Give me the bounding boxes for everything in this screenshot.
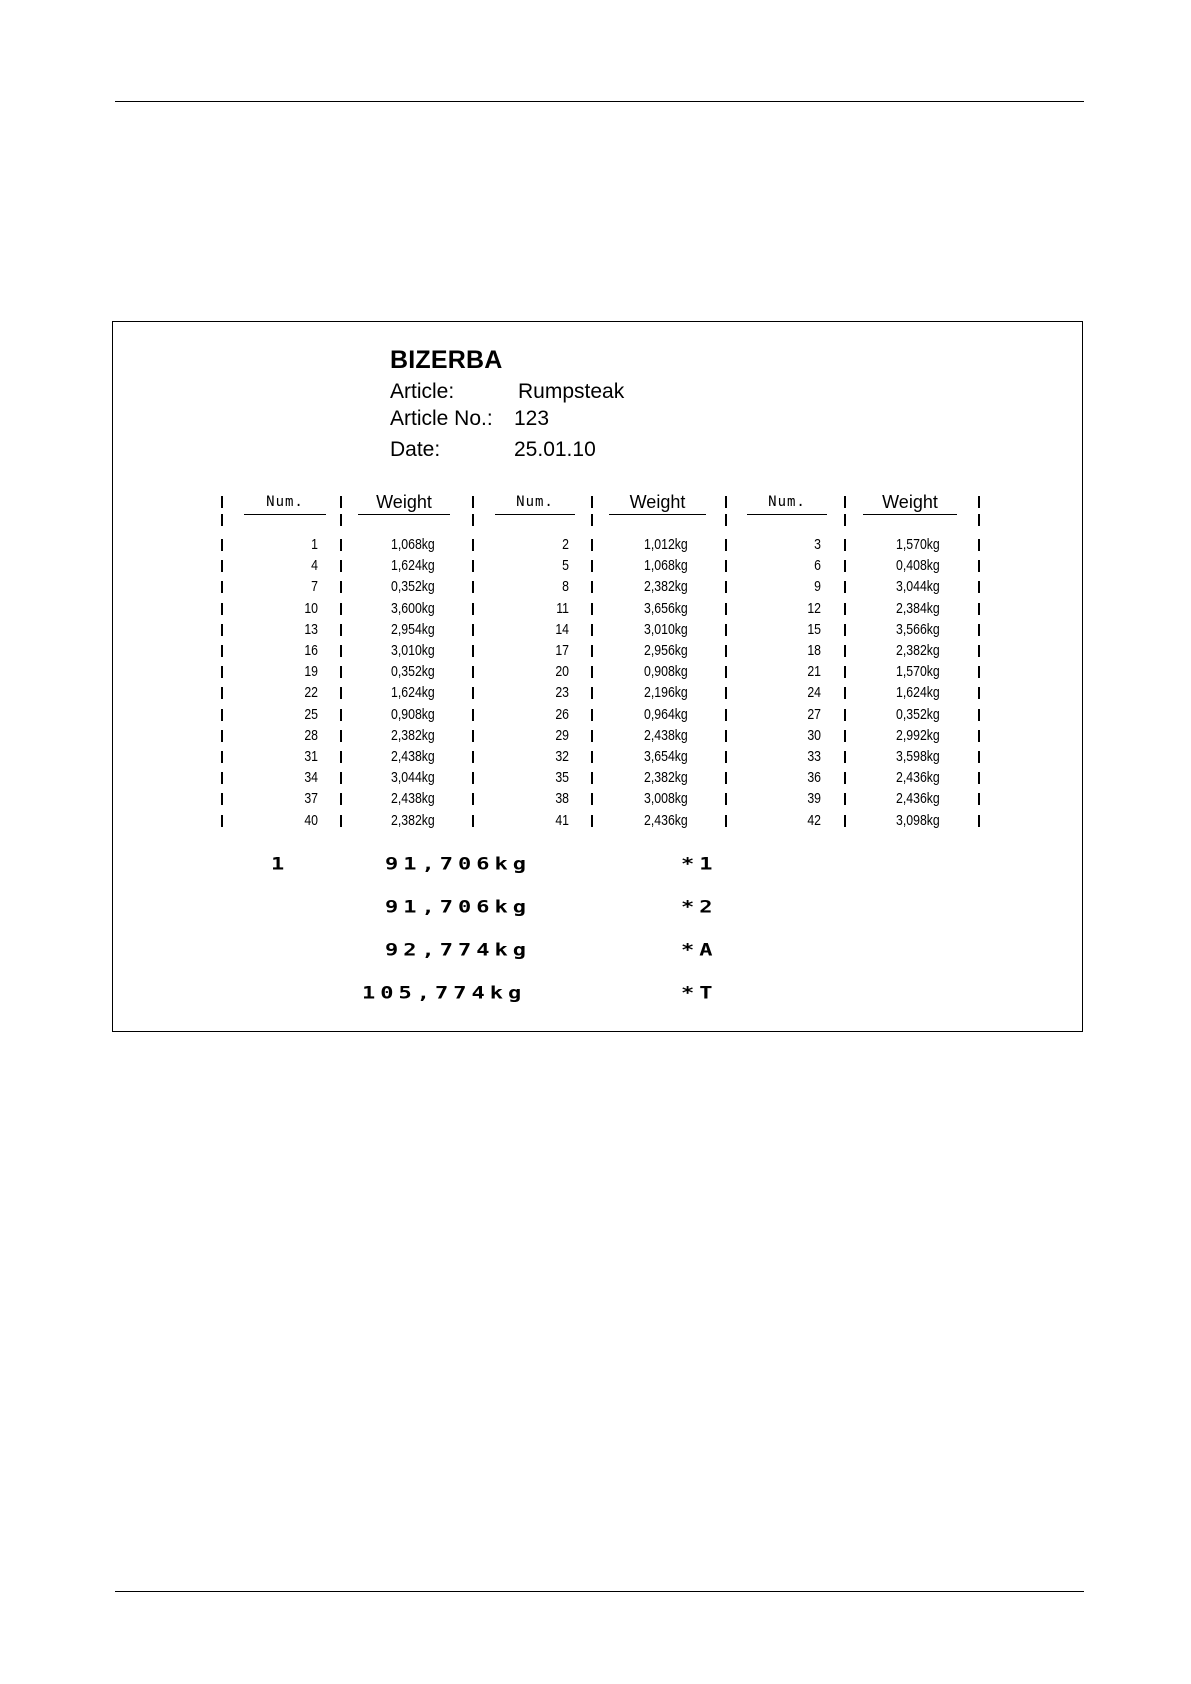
column-separator — [221, 514, 223, 526]
row-number: 9 — [814, 578, 821, 596]
row-weight: 3,044kg — [391, 769, 435, 787]
column-separator — [472, 624, 474, 636]
row-number: 18 — [807, 642, 821, 659]
row-weight: 3,098kg — [896, 811, 940, 829]
column-separator — [221, 815, 223, 827]
row-weight: 2,436kg — [896, 790, 940, 808]
row-number: 37 — [304, 790, 318, 808]
date-row — [390, 438, 596, 462]
column-separator — [221, 793, 223, 805]
column-separator — [472, 645, 474, 657]
column-separator — [472, 730, 474, 742]
row-number: 32 — [555, 748, 569, 765]
column-separator — [978, 709, 980, 721]
column-separator — [591, 730, 593, 742]
column-separator — [844, 772, 846, 784]
header-underline — [244, 514, 326, 515]
row-weight: 3,598kg — [896, 748, 940, 765]
row-number: 1 — [311, 536, 318, 553]
column-separator — [340, 581, 342, 593]
row-weight: 2,438kg — [391, 748, 435, 765]
total-marker: *2 — [681, 898, 718, 917]
column-separator — [221, 560, 223, 572]
row-weight: 2,382kg — [391, 726, 435, 744]
row-number: 38 — [555, 790, 569, 808]
column-separator — [340, 560, 342, 572]
column-separator — [472, 815, 474, 827]
row-number: 35 — [555, 769, 569, 787]
row-weight: 2,436kg — [644, 811, 688, 829]
column-separator — [844, 496, 846, 508]
column-separator — [591, 603, 593, 615]
row-number: 33 — [807, 748, 821, 765]
row-weight: 0,964kg — [644, 705, 688, 723]
header-underline — [747, 514, 827, 515]
column-separator — [340, 603, 342, 615]
row-weight: 2,438kg — [644, 726, 688, 744]
row-number: 36 — [807, 769, 821, 787]
row-weight: 1,068kg — [644, 557, 688, 575]
column-separator — [591, 815, 593, 827]
row-number: 4 — [311, 557, 318, 575]
column-separator — [725, 730, 727, 742]
column-separator — [725, 496, 727, 508]
header-underline — [863, 514, 957, 515]
weight-column-header: Weight — [376, 492, 432, 512]
column-separator — [725, 751, 727, 763]
row-weight: 2,956kg — [644, 642, 688, 659]
column-separator — [978, 793, 980, 805]
column-separator — [340, 751, 342, 763]
row-number: 8 — [562, 578, 569, 596]
row-number: 22 — [304, 684, 318, 702]
column-separator — [725, 645, 727, 657]
row-number: 25 — [304, 705, 318, 723]
article-no-value: 123 — [514, 407, 550, 430]
column-separator — [978, 539, 980, 551]
row-number: 11 — [556, 599, 569, 617]
column-separator — [340, 496, 342, 508]
row-weight: 2,196kg — [644, 684, 688, 702]
column-separator — [340, 539, 342, 551]
column-separator — [591, 581, 593, 593]
article-value: Rumpsteak — [518, 380, 625, 403]
num-column-header: Num. — [516, 494, 554, 510]
column-separator — [221, 709, 223, 721]
row-number: 17 — [555, 642, 569, 659]
column-separator — [472, 687, 474, 699]
total-weight: 105,774kg — [362, 984, 527, 1003]
column-separator — [221, 772, 223, 784]
column-separator — [221, 581, 223, 593]
column-separator — [725, 560, 727, 572]
column-separator — [591, 666, 593, 678]
column-separator — [725, 581, 727, 593]
header-underline — [609, 514, 706, 515]
column-separator — [472, 496, 474, 508]
row-weight: 3,566kg — [896, 620, 940, 638]
column-separator — [978, 666, 980, 678]
column-separator — [221, 751, 223, 763]
column-separator — [340, 514, 342, 526]
column-separator — [978, 496, 980, 508]
column-separator — [591, 751, 593, 763]
row-weight: 0,352kg — [391, 663, 435, 681]
column-separator — [844, 645, 846, 657]
row-weight: 0,908kg — [391, 705, 435, 723]
row-weight: 3,656kg — [644, 599, 688, 617]
column-separator — [725, 514, 727, 526]
row-number: 42 — [807, 811, 821, 829]
row-weight: 2,382kg — [644, 578, 688, 596]
num-column-header: Num. — [266, 494, 304, 510]
column-separator — [472, 603, 474, 615]
column-separator — [725, 539, 727, 551]
column-separator — [844, 603, 846, 615]
row-weight: 2,384kg — [896, 599, 940, 617]
column-separator — [844, 751, 846, 763]
row-number: 28 — [304, 726, 318, 744]
column-separator — [472, 560, 474, 572]
column-separator — [844, 560, 846, 572]
row-number: 13 — [304, 620, 318, 638]
column-separator — [844, 687, 846, 699]
column-separator — [340, 793, 342, 805]
row-number: 16 — [304, 642, 318, 659]
column-separator — [472, 539, 474, 551]
row-weight: 1,570kg — [896, 663, 940, 681]
row-weight: 3,010kg — [391, 642, 435, 659]
column-separator — [844, 624, 846, 636]
column-separator — [340, 730, 342, 742]
row-weight: 1,624kg — [391, 684, 435, 702]
weight-column-header: Weight — [629, 492, 686, 512]
row-weight: 3,008kg — [644, 790, 688, 808]
row-number: 12 — [807, 599, 821, 617]
column-separator — [221, 730, 223, 742]
row-number: 3 — [814, 536, 821, 553]
total-weight: 92,774kg — [385, 941, 531, 960]
top-rule — [115, 101, 1084, 102]
column-separator — [978, 687, 980, 699]
row-number: 23 — [555, 684, 569, 702]
article-label: Article: — [390, 380, 455, 403]
column-separator — [844, 539, 846, 551]
column-separator — [591, 645, 593, 657]
row-number: 39 — [807, 790, 821, 808]
column-separator — [340, 772, 342, 784]
row-number: 30 — [807, 726, 821, 744]
row-number: 24 — [807, 684, 821, 702]
row-weight: 0,408kg — [896, 557, 940, 575]
column-separator — [591, 772, 593, 784]
total-marker: *A — [681, 941, 718, 960]
column-separator — [591, 687, 593, 699]
total-marker: *T — [681, 984, 718, 1003]
column-separator — [844, 581, 846, 593]
row-weight: 2,954kg — [391, 620, 435, 638]
column-separator — [725, 624, 727, 636]
row-number: 14 — [555, 620, 569, 638]
row-weight: 1,012kg — [644, 536, 688, 553]
column-separator — [978, 645, 980, 657]
column-separator — [221, 666, 223, 678]
row-number: 10 — [304, 599, 318, 617]
row-weight: 1,624kg — [896, 684, 940, 702]
column-separator — [844, 666, 846, 678]
column-separator — [591, 793, 593, 805]
row-number: 6 — [814, 557, 821, 575]
column-separator — [340, 815, 342, 827]
row-weight: 3,044kg — [896, 578, 940, 596]
column-separator — [340, 687, 342, 699]
column-separator — [472, 751, 474, 763]
column-separator — [591, 709, 593, 721]
row-number: 2 — [562, 536, 569, 553]
column-separator — [221, 539, 223, 551]
column-separator — [725, 687, 727, 699]
row-number: 27 — [807, 705, 821, 723]
row-weight: 2,436kg — [896, 769, 940, 787]
row-number: 41 — [555, 811, 569, 829]
column-separator — [340, 645, 342, 657]
column-separator — [725, 666, 727, 678]
column-separator — [340, 624, 342, 636]
scale-printout — [112, 321, 1083, 1032]
column-separator — [725, 709, 727, 721]
column-separator — [978, 815, 980, 827]
date-value: 25.01.10 — [514, 438, 596, 461]
total-weight: 91,706kg — [385, 855, 531, 874]
total-count: 1 — [271, 855, 290, 874]
date-label: Date: — [390, 438, 441, 461]
row-weight: 2,382kg — [896, 642, 940, 659]
row-weight: 2,382kg — [644, 769, 688, 787]
total-weight: 91,706kg — [385, 898, 531, 917]
column-separator — [844, 793, 846, 805]
column-separator — [591, 514, 593, 526]
row-weight: 0,908kg — [644, 663, 688, 681]
column-separator — [978, 730, 980, 742]
brand-name: BIZERBA — [390, 346, 503, 374]
column-separator — [844, 514, 846, 526]
row-weight: 1,570kg — [896, 536, 940, 553]
row-weight: 2,992kg — [896, 726, 940, 744]
row-number: 31 — [304, 748, 318, 765]
row-number: 20 — [555, 663, 569, 681]
column-separator — [340, 666, 342, 678]
weight-column-header: Weight — [882, 492, 938, 512]
row-number: 29 — [555, 726, 569, 744]
column-separator — [472, 581, 474, 593]
row-weight: 3,600kg — [391, 599, 435, 617]
row-weight: 2,382kg — [391, 811, 435, 829]
row-weight: 0,352kg — [391, 578, 435, 596]
column-separator — [978, 514, 980, 526]
column-separator — [978, 560, 980, 572]
column-separator — [978, 581, 980, 593]
bottom-rule — [115, 1591, 1084, 1592]
header-underline — [495, 514, 575, 515]
column-separator — [591, 539, 593, 551]
column-separator — [978, 624, 980, 636]
row-number: 34 — [304, 769, 318, 787]
column-separator — [472, 514, 474, 526]
article-no-row — [390, 407, 549, 431]
column-separator — [472, 793, 474, 805]
column-separator — [472, 666, 474, 678]
column-separator — [725, 793, 727, 805]
column-separator — [978, 772, 980, 784]
row-weight: 1,068kg — [391, 536, 435, 553]
row-number: 7 — [311, 578, 318, 596]
column-separator — [591, 624, 593, 636]
row-number: 40 — [304, 811, 318, 829]
column-separator — [221, 496, 223, 508]
column-separator — [472, 709, 474, 721]
column-separator — [591, 496, 593, 508]
column-separator — [844, 730, 846, 742]
column-separator — [591, 560, 593, 572]
column-separator — [978, 603, 980, 615]
header-underline — [358, 514, 450, 515]
row-number: 26 — [555, 705, 569, 723]
row-weight: 3,654kg — [644, 748, 688, 765]
row-number: 15 — [807, 620, 821, 638]
num-column-header: Num. — [768, 494, 806, 510]
column-separator — [844, 709, 846, 721]
column-separator — [725, 603, 727, 615]
column-separator — [221, 687, 223, 699]
column-separator — [221, 624, 223, 636]
column-separator — [978, 751, 980, 763]
row-number: 19 — [304, 663, 318, 681]
row-weight: 1,624kg — [391, 557, 435, 575]
column-separator — [340, 709, 342, 721]
total-marker: *1 — [681, 855, 718, 874]
column-separator — [221, 603, 223, 615]
column-separator — [472, 772, 474, 784]
row-number: 5 — [562, 557, 569, 575]
column-separator — [725, 815, 727, 827]
column-separator — [844, 815, 846, 827]
column-separator — [725, 772, 727, 784]
row-weight: 0,352kg — [896, 705, 940, 723]
row-weight: 2,438kg — [391, 790, 435, 808]
article-row — [390, 380, 624, 404]
column-separator — [221, 645, 223, 657]
article-no-label: Article No.: — [390, 407, 493, 430]
row-weight: 3,010kg — [644, 620, 688, 638]
row-number: 21 — [807, 663, 821, 681]
